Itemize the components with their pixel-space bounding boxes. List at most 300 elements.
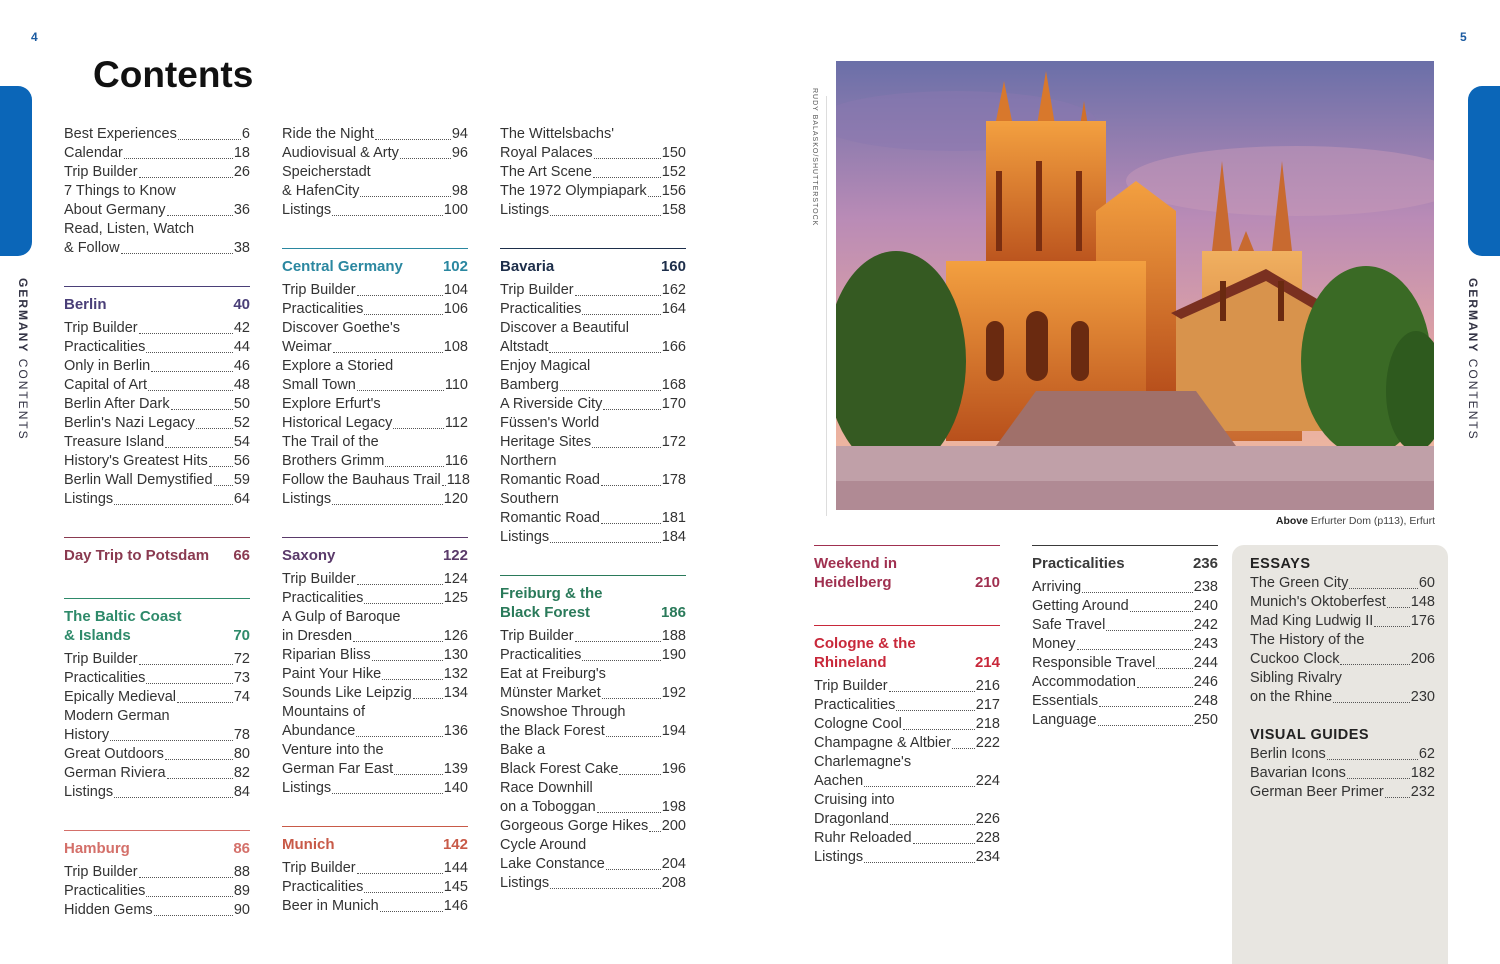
leader-dots xyxy=(114,504,233,505)
leader-dots xyxy=(357,584,443,585)
page-number-right: 5 xyxy=(1460,30,1467,44)
toc-entry-label: Romantic Road xyxy=(500,472,600,488)
toc-entry xyxy=(500,528,686,547)
toc-entry-page: 59 xyxy=(233,472,250,488)
leader-dots xyxy=(146,683,232,684)
toc-entry-label: Trip Builder xyxy=(282,571,356,587)
toc-entry-label: Small Town xyxy=(282,377,356,393)
toc-entry-label: Cuckoo Clock xyxy=(1250,651,1340,667)
toc-entry-page: 139 xyxy=(443,761,468,777)
toc-entry xyxy=(500,433,686,452)
toc-entry-page: 244 xyxy=(1193,655,1218,671)
leader-dots xyxy=(864,786,975,787)
toc-entry-label: Berlin After Dark xyxy=(64,396,170,412)
toc-entry-page: 168 xyxy=(661,377,686,393)
toc-entry-page: 90 xyxy=(233,902,250,918)
toc-entry-page: 156 xyxy=(661,183,686,199)
leader-dots xyxy=(1347,778,1410,779)
toc-entry-line: The Wittelsbachs' xyxy=(500,126,614,142)
toc-entry xyxy=(64,452,250,471)
toc-entry xyxy=(282,490,468,509)
leader-dots xyxy=(1327,759,1418,760)
toc-entry-line: Enjoy Magical xyxy=(500,358,591,374)
toc-entry-page: 146 xyxy=(443,898,468,914)
toc-entry-page: 130 xyxy=(443,647,468,663)
toc-entry-label: Listings xyxy=(500,202,550,218)
leader-dots xyxy=(575,295,661,296)
toc-entry xyxy=(500,338,686,357)
section-page: 66 xyxy=(233,547,250,564)
leader-dots xyxy=(146,896,232,897)
toc-entry xyxy=(500,817,686,836)
leader-dots xyxy=(385,466,444,467)
toc-entry xyxy=(64,338,250,357)
leader-dots xyxy=(139,664,233,665)
visual-guides-heading: VISUAL GUIDES xyxy=(1250,727,1370,743)
toc-entry-label: Money xyxy=(1032,636,1076,652)
toc-entry xyxy=(282,779,468,798)
leader-dots xyxy=(332,504,443,505)
leader-dots xyxy=(550,888,661,889)
leader-dots xyxy=(413,698,443,699)
toc-entry-page: 250 xyxy=(1193,712,1218,728)
toc-entry xyxy=(500,182,686,201)
section-title: Bavaria xyxy=(500,258,555,275)
toc-entry xyxy=(282,144,468,163)
leader-dots xyxy=(357,873,443,874)
leader-dots xyxy=(382,679,443,680)
toc-entry-page: 108 xyxy=(443,339,468,355)
leader-dots xyxy=(889,691,975,692)
toc-entry-label: Lake Constance xyxy=(500,856,605,872)
section-title: Freiburg & the Black Forest xyxy=(500,585,603,621)
toc-entry-page: 145 xyxy=(443,879,468,895)
toc-entry-line: Eat at Freiburg's xyxy=(500,666,606,682)
toc-column-5 xyxy=(1032,545,1218,730)
toc-entry-label: & HafenCity xyxy=(282,183,360,199)
leader-dots xyxy=(606,869,661,870)
toc-entry-page: 224 xyxy=(975,773,1000,789)
section-page: 86 xyxy=(233,840,250,857)
toc-entry-page: 248 xyxy=(1193,693,1218,709)
toc-entry-label: German Beer Primer xyxy=(1250,784,1384,800)
toc-entry-label: Gorgeous Gorge Hikes xyxy=(500,818,649,834)
spacer xyxy=(64,258,250,272)
toc-entry-label: Arriving xyxy=(1032,579,1082,595)
leader-dots xyxy=(139,333,233,334)
toc-entry-page: 181 xyxy=(661,510,686,526)
leader-dots xyxy=(196,428,233,429)
toc-entry-page: 48 xyxy=(233,377,250,393)
toc-entry-label: on the Rhine xyxy=(1250,689,1333,705)
toc-entry-line: Mountains of xyxy=(282,704,366,720)
leader-dots xyxy=(393,428,443,429)
toc-entry-page: 104 xyxy=(443,282,468,298)
toc-entry-page: 196 xyxy=(661,761,686,777)
toc-entry-line: Cycle Around xyxy=(500,837,587,853)
toc-entry xyxy=(282,722,468,741)
toc-entry-label: History xyxy=(64,727,110,743)
toc-entry xyxy=(814,715,1000,734)
toc-entry xyxy=(500,376,686,395)
toc-entry-line: Southern xyxy=(500,491,559,507)
toc-entry-page: 60 xyxy=(1418,575,1435,591)
leader-dots xyxy=(582,314,660,315)
toc-entry-page: 38 xyxy=(233,240,250,256)
spacer xyxy=(500,220,686,234)
leader-dots xyxy=(139,877,233,878)
toc-entry-label: Trip Builder xyxy=(64,320,138,336)
toc-entry xyxy=(64,376,250,395)
toc-entry-page: 112 xyxy=(444,415,468,431)
section-title: Central Germany xyxy=(282,258,403,275)
toc-entry xyxy=(500,471,686,490)
section-title: Cologne & the Rhineland xyxy=(814,635,916,671)
toc-entry-page: 150 xyxy=(661,145,686,161)
toc-entry xyxy=(500,722,686,741)
toc-entry-page: 106 xyxy=(443,301,468,317)
toc-entry-label: Practicalities xyxy=(500,647,582,663)
toc-entry xyxy=(282,300,468,319)
leader-dots xyxy=(1340,664,1409,665)
toc-entry-label: Bavarian Icons xyxy=(1250,765,1346,781)
leader-dots xyxy=(1349,588,1418,589)
leader-dots xyxy=(1106,630,1192,631)
toc-entry xyxy=(1032,711,1218,730)
toc-entry-page: 73 xyxy=(233,670,250,686)
toc-entry-page: 42 xyxy=(233,320,250,336)
toc-entry-page: 226 xyxy=(975,811,1000,827)
toc-entry xyxy=(64,471,250,490)
toc-entry-page: 222 xyxy=(975,735,1000,751)
toc-entry-label: Trip Builder xyxy=(282,860,356,876)
toc-entry xyxy=(814,677,1000,696)
toc-entry-label: Practicalities xyxy=(64,883,146,899)
toc-entry-label: The Green City xyxy=(1250,575,1349,591)
toc-entry xyxy=(282,589,468,608)
toc-entry-label: Only in Berlin xyxy=(64,358,151,374)
section-title: The Baltic Coast & Islands xyxy=(64,608,182,644)
toc-entry-label: Historical Legacy xyxy=(282,415,393,431)
toc-entry xyxy=(64,357,250,376)
toc-entry-page: 243 xyxy=(1193,636,1218,652)
leader-dots xyxy=(864,862,975,863)
toc-entry xyxy=(500,627,686,646)
toc-entry xyxy=(64,414,250,433)
toc-entry xyxy=(500,509,686,528)
toc-entry xyxy=(282,281,468,300)
toc-entry-page: 124 xyxy=(443,571,468,587)
toc-entry xyxy=(814,810,1000,829)
toc-entry xyxy=(500,684,686,703)
leader-dots xyxy=(165,447,233,448)
toc-entry-page: 50 xyxy=(233,396,250,412)
leader-dots xyxy=(601,523,661,524)
toc-entry xyxy=(282,182,468,201)
toc-entry-page: 120 xyxy=(443,491,468,507)
section-page: 210 xyxy=(974,574,1000,591)
leader-dots xyxy=(594,158,661,159)
toc-entry xyxy=(1250,574,1435,593)
toc-entry-page: 56 xyxy=(233,453,250,469)
toc-entry-page: 44 xyxy=(233,339,250,355)
toc-entry-page: 190 xyxy=(661,647,686,663)
toc-entry xyxy=(64,144,250,163)
toc-entry xyxy=(282,859,468,878)
toc-entry-label: Trip Builder xyxy=(282,282,356,298)
toc-entry xyxy=(64,783,250,802)
toc-entry-page: 110 xyxy=(444,377,468,393)
leader-dots xyxy=(1137,687,1193,688)
section-heading xyxy=(500,575,686,622)
leader-dots xyxy=(214,485,233,486)
toc-entry-label: Listings xyxy=(64,784,114,800)
toc-entry-label: Berlin Icons xyxy=(1250,746,1326,762)
toc-column-1 xyxy=(64,125,250,920)
toc-entry xyxy=(1250,688,1435,707)
toc-entry-page: 89 xyxy=(233,883,250,899)
leader-dots xyxy=(550,215,661,216)
leader-dots xyxy=(913,843,975,844)
toc-entry-label: Best Experiences xyxy=(64,126,177,142)
toc-entry-line: The Trail of the xyxy=(282,434,379,450)
toc-entry-page: 78 xyxy=(233,727,250,743)
toc-entry-label: Champagne & Altbier xyxy=(814,735,952,751)
erfurt-cathedral-photo xyxy=(836,61,1434,510)
toc-entry xyxy=(282,665,468,684)
toc-entry-label: History's Greatest Hits xyxy=(64,453,208,469)
toc-entry-page: 162 xyxy=(661,282,686,298)
toc-entry-line: Read, Listen, Watch xyxy=(64,221,195,237)
toc-entry-page: 18 xyxy=(233,145,250,161)
toc-entry-label: Bamberg xyxy=(500,377,559,393)
leader-dots xyxy=(442,485,446,486)
leader-dots xyxy=(154,915,233,916)
toc-entry-line: Explore a Storied xyxy=(282,358,394,374)
leader-dots xyxy=(592,447,661,448)
page-number-left: 4 xyxy=(31,30,38,44)
toc-entry xyxy=(814,734,1000,753)
toc-entry-label: Trip Builder xyxy=(814,678,888,694)
toc-entry-page: 98 xyxy=(451,183,468,199)
toc-entry xyxy=(282,201,468,220)
toc-entry-label: Trip Builder xyxy=(64,651,138,667)
toc-entry-label: Aachen xyxy=(814,773,864,789)
spacer xyxy=(814,597,1000,611)
toc-entry xyxy=(500,855,686,874)
leader-dots xyxy=(952,748,975,749)
toc-entry xyxy=(1250,745,1435,764)
leader-dots xyxy=(360,196,450,197)
toc-entry-page: 88 xyxy=(233,864,250,880)
toc-entry-page: 170 xyxy=(661,396,686,412)
leader-dots xyxy=(177,702,233,703)
toc-entry-label: Listings xyxy=(500,875,550,891)
toc-entry xyxy=(500,798,686,817)
toc-entry xyxy=(1032,635,1218,654)
section-title: Day Trip to Potsdam xyxy=(64,547,210,564)
toc-entry-page: 158 xyxy=(661,202,686,218)
toc-entry xyxy=(500,201,686,220)
leader-dots xyxy=(597,812,661,813)
toc-entry xyxy=(1250,764,1435,783)
section-title: Weekend in Heidelberg xyxy=(814,555,898,591)
toc-entry-label: Practicalities xyxy=(282,301,364,317)
leader-dots xyxy=(332,793,443,794)
toc-entry-page: 116 xyxy=(444,453,468,469)
toc-entry-page: 6 xyxy=(241,126,250,142)
toc-entry-page: 62 xyxy=(1418,746,1435,762)
toc-entry-label: Accommodation xyxy=(1032,674,1136,690)
leader-dots xyxy=(148,390,233,391)
toc-entry-page: 152 xyxy=(661,164,686,180)
leader-dots xyxy=(114,797,233,798)
toc-entry-page: 166 xyxy=(661,339,686,355)
toc-entry-label: Mad King Ludwig II xyxy=(1250,613,1374,629)
toc-entry-page: 100 xyxy=(443,202,468,218)
toc-entry-label: Altstadt xyxy=(500,339,549,355)
toc-column-4 xyxy=(814,545,1000,867)
section-heading xyxy=(64,537,250,565)
leader-dots xyxy=(357,295,443,296)
section-page: 102 xyxy=(442,258,468,275)
toc-entry-page: 26 xyxy=(233,164,250,180)
leader-dots xyxy=(356,736,442,737)
toc-entry-page: 54 xyxy=(233,434,250,450)
toc-entry-label: German Far East xyxy=(282,761,394,777)
leader-dots xyxy=(890,824,975,825)
leader-dots xyxy=(380,911,443,912)
leader-dots xyxy=(896,710,974,711)
toc-entry-page: 217 xyxy=(975,697,1000,713)
toc-entry-line: Bake a xyxy=(500,742,546,758)
toc-entry-label: Paint Your Hike xyxy=(282,666,382,682)
toc-entry-label: Dragonland xyxy=(814,811,889,827)
toc-entry xyxy=(1032,654,1218,673)
toc-entry-page: 232 xyxy=(1410,784,1435,800)
toc-entry xyxy=(282,452,468,471)
toc-entry-label: the Black Forest xyxy=(500,723,605,739)
toc-entry-line: Cruising into xyxy=(814,792,895,808)
leader-dots xyxy=(1099,706,1193,707)
toc-entry-line: Charlemagne's xyxy=(814,754,912,770)
leader-dots xyxy=(167,215,233,216)
spacer xyxy=(64,802,250,816)
toc-entry-page: 200 xyxy=(661,818,686,834)
toc-entry-line: 7 Things to Know xyxy=(64,183,176,199)
leader-dots xyxy=(364,314,442,315)
toc-entry-label: Listings xyxy=(814,849,864,865)
toc-entry-label: A Riverside City xyxy=(500,396,603,412)
section-page: 122 xyxy=(442,547,468,564)
toc-entry xyxy=(814,848,1000,867)
toc-entry-label: Safe Travel xyxy=(1032,617,1106,633)
section-heading xyxy=(64,286,250,314)
leader-dots xyxy=(333,352,443,353)
toc-entry-label: Sounds Like Leipzig xyxy=(282,685,412,701)
toc-entry-page: 228 xyxy=(975,830,1000,846)
page-title: Contents xyxy=(93,54,254,95)
toc-entry-label: Heritage Sites xyxy=(500,434,592,450)
toc-entry-label: Ruhr Reloaded xyxy=(814,830,912,846)
toc-entry xyxy=(500,874,686,893)
toc-entry-line: Füssen's World xyxy=(500,415,600,431)
toc-entry-page: 80 xyxy=(233,746,250,762)
toc-entry-label: Listings xyxy=(282,202,332,218)
toc-entry xyxy=(500,163,686,182)
toc-entry-label: on a Toboggan xyxy=(500,799,596,815)
leader-dots xyxy=(582,660,660,661)
toc-entry xyxy=(64,395,250,414)
leader-dots xyxy=(1385,797,1410,798)
toc-entry-line: Venture into the xyxy=(282,742,384,758)
section-page: 160 xyxy=(660,258,686,275)
leader-dots xyxy=(575,641,661,642)
section-heading xyxy=(282,537,468,565)
toc-entry-line: Explore Erfurt's xyxy=(282,396,381,412)
leader-dots xyxy=(1387,607,1410,608)
toc-entry-page: 72 xyxy=(233,651,250,667)
section-title: Berlin xyxy=(64,296,107,313)
toc-entry-label: Practicalities xyxy=(814,697,896,713)
toc-entry-line: The History of the xyxy=(1250,632,1365,648)
toc-entry xyxy=(282,897,468,916)
toc-entry-label: Trip Builder xyxy=(64,164,138,180)
toc-entry-label: Essentials xyxy=(1032,693,1099,709)
toc-entry-label: Responsible Travel xyxy=(1032,655,1156,671)
toc-entry-label: German Riviera xyxy=(64,765,166,781)
toc-entry xyxy=(64,688,250,707)
leader-dots xyxy=(1098,725,1193,726)
toc-entry-page: 64 xyxy=(233,491,250,507)
toc-entry-label: Beer in Munich xyxy=(282,898,379,914)
toc-entry-page: 182 xyxy=(1410,765,1435,781)
toc-entry xyxy=(282,376,468,395)
toc-entry-page: 164 xyxy=(661,301,686,317)
toc-entry-page: 140 xyxy=(443,780,468,796)
toc-entry xyxy=(64,650,250,669)
toc-entry xyxy=(64,745,250,764)
section-page: 186 xyxy=(660,604,686,621)
toc-entry-page: 238 xyxy=(1193,579,1218,595)
toc-entry-line: Snowshoe Through xyxy=(500,704,626,720)
toc-entry xyxy=(500,760,686,779)
toc-entry-label: Listings xyxy=(500,529,550,545)
leader-dots xyxy=(603,409,660,410)
section-heading xyxy=(1032,545,1218,573)
toc-entry-page: 204 xyxy=(661,856,686,872)
leader-dots xyxy=(549,352,660,353)
leader-dots xyxy=(1077,649,1193,650)
toc-entry-label: Language xyxy=(1032,712,1097,728)
leader-dots xyxy=(167,778,233,779)
toc-entry xyxy=(64,764,250,783)
leader-dots xyxy=(1082,592,1193,593)
toc-entry xyxy=(500,281,686,300)
toc-entry-label: Getting Around xyxy=(1032,598,1129,614)
toc-entry-line: A Gulp of Baroque xyxy=(282,609,401,625)
toc-entry-label: Audiovisual & Arty xyxy=(282,145,399,161)
toc-entry-label: Berlin Wall Demystified xyxy=(64,472,213,488)
toc-entry-label: Royal Palaces xyxy=(500,145,593,161)
toc-entry-label: Follow the Bauhaus Trail xyxy=(282,472,441,488)
section-heading xyxy=(64,598,250,645)
toc-entry xyxy=(814,772,1000,791)
toc-entry-label: Practicalities xyxy=(282,590,364,606)
toc-entry-page: 134 xyxy=(443,685,468,701)
section-page: 70 xyxy=(233,627,250,644)
toc-entry-label: Listings xyxy=(64,491,114,507)
